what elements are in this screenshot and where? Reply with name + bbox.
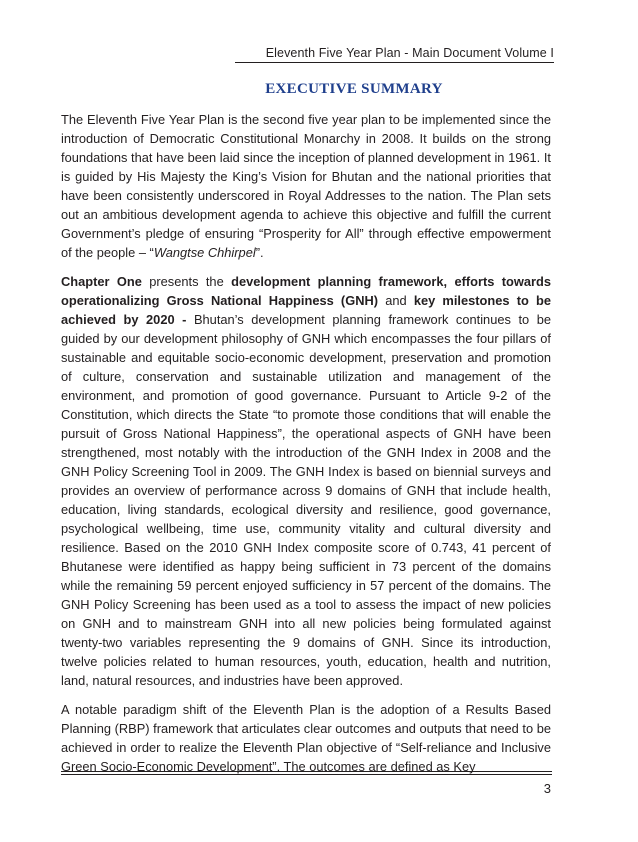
chapter-text-1: presents the xyxy=(141,274,232,289)
paragraph-intro-end: ”. xyxy=(255,245,264,260)
section-title: EXECUTIVE SUMMARY xyxy=(265,81,443,97)
page-number: 3 xyxy=(543,781,551,796)
chapter-text-3: Bhutan’s development planning framework continues to be guided by our development philosophy of GNH which encompasses the four pillars of sustainable and equitable socio-economic development, preservation and promotion of culture, conservation and sustainable utilization and management of the environment, and promotion of good governance. Pursuant to Article 9-2 of the Constitution, which directs the State “to promote those conditions that will enable the pursuit of Gross National Happiness”, the operational aspects of GNH have been strengthened, most notably with the introduction of the GNH Index in 2008 and the GNH Policy Screening Tool in 2009. The GNH Index is based on biennial surveys and provides an overview of performance across 9 domains of GNH that include health, education, living standards, ecological diversity and resilience, good governance, psychological wellbeing, time use, community vitality and cultural diversity and resilience. Based on the 2010 GNH Index composite score of 0.743, 41 percent of Bhutanese were identified as happy being sufficient in 73 percent of the domains while the remaining 59 percent enjoyed sufficiency in 57 percent of the domains. The GNH Policy Screening has been used as a tool to assess the impact of new policies on GNH and to mainstream GNH into all new policies being formulated against twenty-two variables representing the 9 domains of GNH. Since its introduction, twelve policies related to human resources, youth, education, health and nutrition, land, natural resources, and industries have been approved. xyxy=(61,312,551,688)
footer-rule xyxy=(61,771,552,772)
paragraph-intro xyxy=(61,110,551,262)
paragraph-chapter-one xyxy=(61,272,551,690)
running-header: Eleventh Five Year Plan - Main Document Volume I xyxy=(265,46,554,60)
paragraph-intro-text: The Eleventh Five Year Plan is the second five year plan to be implemented since the introduction of Democratic Constitutional Monarchy in 2008. It builds on the strong foundations that have been laid since the inception of planned development in 1961. It is guided by His Majesty the King’s Vision for Bhutan and the national priorities that have been consistently underscored in Royal Addresses to the nation. The Plan sets out an ambitious development agenda to achieve this objective and fulfill the current Government’s pledge of ensuring “Prosperity for All” through effective empowerment of the people – “ xyxy=(61,112,551,260)
paragraph-intro-italic: Wangtse Chhirpel xyxy=(153,245,256,260)
chapter-topics: development planning framework, efforts towards operationalizing Gross National Happiness (GNH) xyxy=(61,274,552,308)
header-rule xyxy=(235,62,554,63)
body-text xyxy=(61,110,551,786)
paragraph-paradigm-shift: A notable paradigm shift of the Eleventh Plan is the adoption of a Results Based Planning (RBP) framework that articulates clear outcomes and outputs that need to be achieved in order to realize the Eleventh Plan objective of “Self-reliance and Inclusive Green Socio-Economic Development”. The outcomes are defined as Key xyxy=(61,702,551,774)
chapter-text-2: and xyxy=(378,293,414,308)
chapter-lead: Chapter One xyxy=(61,274,142,289)
chapter-milestones: key milestones to be achieved by 2020 - xyxy=(61,293,551,327)
footer-rule-secondary xyxy=(61,774,552,775)
